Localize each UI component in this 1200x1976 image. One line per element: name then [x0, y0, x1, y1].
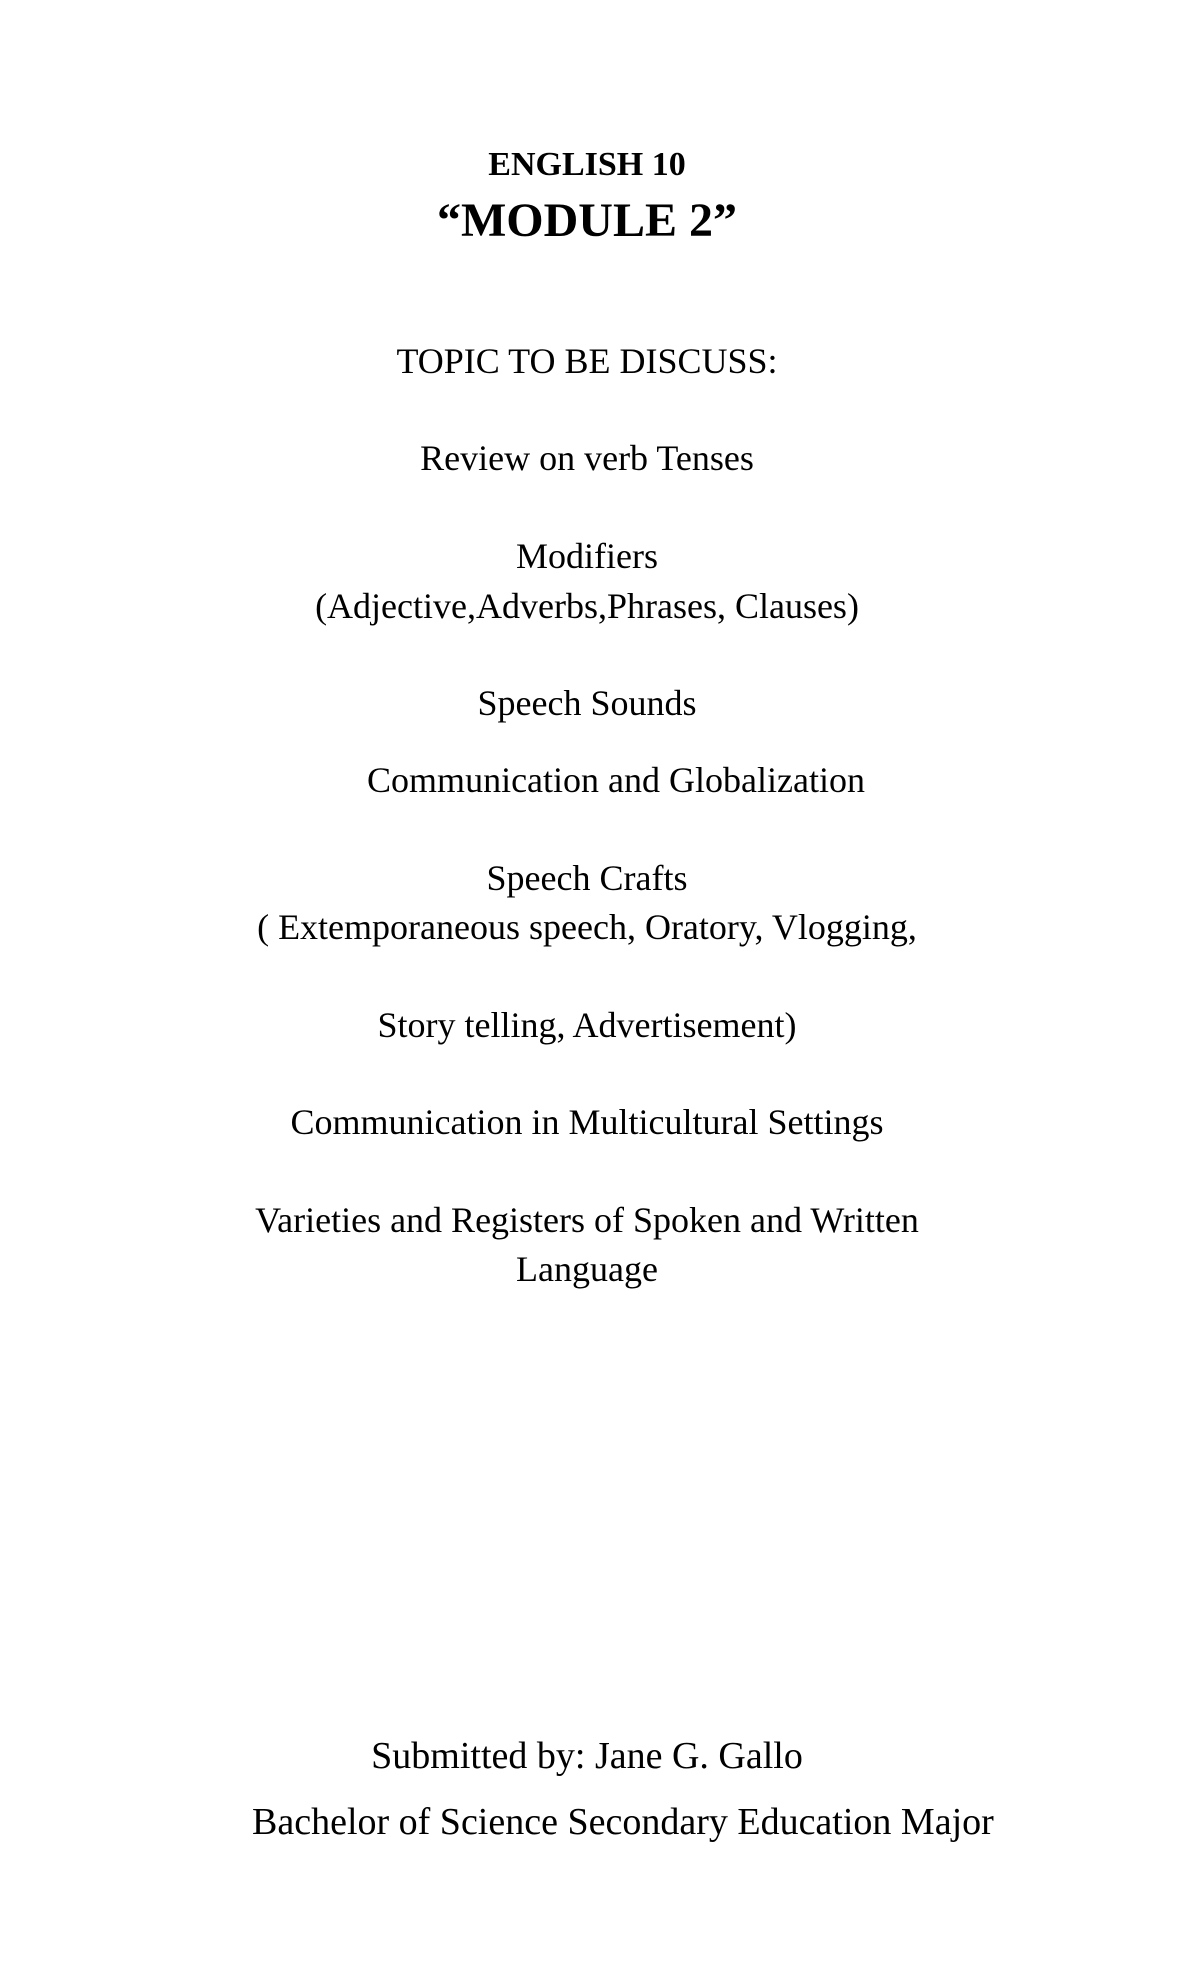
- topic-speech-sounds: Speech Sounds: [477, 683, 697, 723]
- module-title: “MODULE 2”: [437, 194, 737, 247]
- topic-modifiers-detail: (Adjective,Adverbs,Phrases, Clauses): [315, 586, 859, 626]
- topic-communication-globalization: Communication and Globalization: [367, 760, 865, 800]
- topic-multicultural: Communication in Multicultural Settings: [290, 1102, 884, 1142]
- topic-speech-crafts: Speech Crafts: [486, 858, 688, 898]
- topic-speech-crafts-detail-2: Story telling, Advertisement): [377, 1005, 797, 1045]
- submitted-by: Submitted by: Jane G. Gallo: [371, 1735, 803, 1777]
- topic-modifiers: Modifiers: [516, 536, 658, 576]
- topic-varieties-line-1: Varieties and Registers of Spoken and Written: [255, 1200, 919, 1240]
- topic-varieties-line-2: Language: [516, 1249, 658, 1289]
- degree-line: Bachelor of Science Secondary Education Major: [252, 1801, 994, 1843]
- topic-speech-crafts-detail-1: ( Extemporaneous speech, Oratory, Vlogging,: [257, 907, 917, 947]
- topics-heading: TOPIC TO BE DISCUSS:: [396, 341, 778, 381]
- subject-title: ENGLISH 10: [488, 146, 686, 183]
- topic-verb-tenses: Review on verb Tenses: [420, 438, 754, 478]
